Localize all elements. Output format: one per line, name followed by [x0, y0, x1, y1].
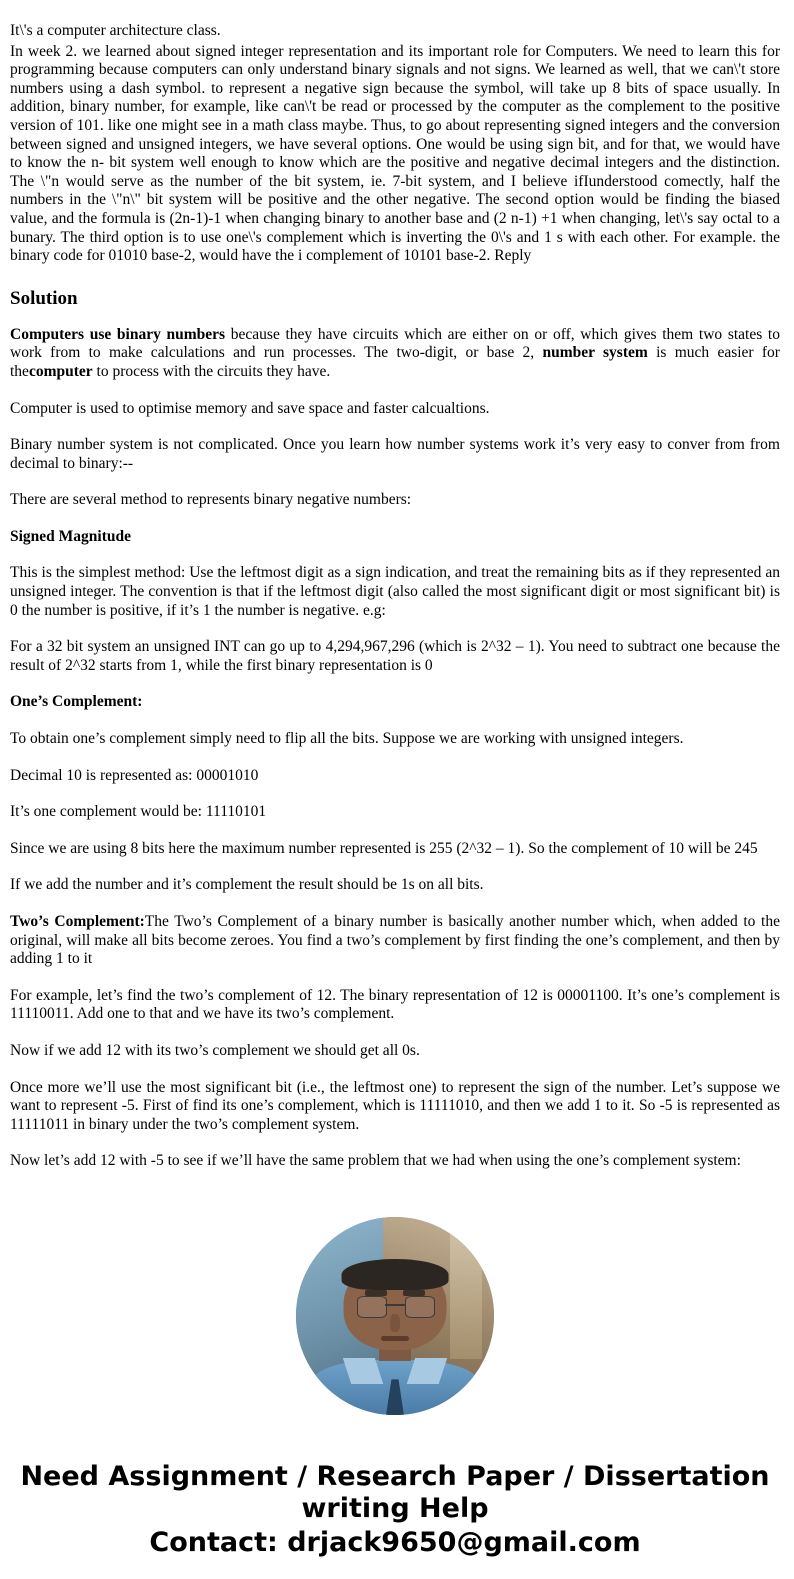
solution-paragraph-1	[10, 326, 780, 382]
solution-paragraph-3: Binary number system is not complicated. Once you learn how number systems work it’s very easy to conver from from decimal to binary:--	[10, 436, 780, 472]
solution-p1-bold-2: number system	[542, 344, 648, 362]
photo-glasses-bridge	[385, 1304, 405, 1306]
solution-heading: Solution	[10, 287, 78, 309]
author-photo-wrapper	[10, 1217, 780, 1415]
solution-paragraph-10: Since we are using 8 bits here the maximum number represented is 255 (2^32 – 1). So the complement of 10 will be 245	[10, 839, 758, 857]
question-intro-line: It\'s a computer architecture class.	[10, 22, 221, 39]
photo-glasses-right	[405, 1296, 435, 1318]
solution-p12-text: The Two’s Complement of a binary number is basically another number which, when added to the original, will make all bits become zeroes. You find a two’s complement by first finding the one’s complement, and then by adding 1 to it	[10, 913, 780, 968]
solution-paragraph-9: It’s one complement would be: 11110101	[10, 803, 267, 821]
photo-glasses-left	[357, 1296, 387, 1318]
solution-p1-text-2: is much easier for the	[10, 344, 780, 380]
solution-paragraph-11: If we add the number and it’s complement the result should be 1s on all bits.	[10, 876, 484, 894]
solution-p1-bold-1: Computers use binary numbers	[10, 325, 226, 343]
heading-ones-complement: One’s Complement:	[10, 693, 143, 711]
photo-doorframe	[450, 1217, 482, 1360]
photo-mouth	[381, 1336, 409, 1341]
footer-promo	[10, 1461, 780, 1559]
solution-paragraph-15: Once more we’ll use the most significant bit (i.e., the leftmost one) to represent the sign of the number. Let’s suppose we want to represent -5. First of find its one’s complement, which is 11111010, and then we add 1 to it. So -5 is represented as 11111011 in binary under the two’s complement system.	[10, 1078, 780, 1133]
solution-paragraph-8: Decimal 10 is represented as: 00001010	[10, 766, 259, 784]
solution-paragraph-12	[10, 913, 780, 969]
footer-line-1: Need Assignment / Research Paper / Dissertation	[20, 1460, 770, 1492]
solution-paragraph-2: Computer is used to optimise memory and save space and faster calcualtions.	[10, 399, 490, 417]
avatar	[296, 1217, 494, 1415]
heading-signed-magnitude: Signed Magnitude	[10, 527, 132, 545]
solution-paragraph-16: Now let’s add 12 with -5 to see if we’ll have the same problem that we had when using the one’s complement system:	[10, 1152, 741, 1170]
solution-p1-text-3: to process with the circuits they have.	[92, 362, 331, 380]
solution-paragraph-6: For a 32 bit system an unsigned INT can go up to 4,294,967,296 (which is 2^32 – 1). You need to subtract one because the result of 2^32 starts from 1, while the first binary representation is 0	[10, 638, 780, 674]
solution-paragraph-14: Now if we add 12 with its two’s complement we should get all 0s.	[10, 1041, 420, 1059]
solution-p1-text-1: because they have circuits which are either on or off, which gives them two states to work from to make calculations and run processes. The two-digit, or base 2,	[10, 325, 780, 362]
solution-paragraph-5: This is the simplest method: Use the leftmost digit as a sign indication, and treat the remaining bits as if they represented an unsigned integer. The convention is that if the leftmost digit (also called the most significant digit or most significant bit) is 0 the number is positive, if it’s 1 the number is negative. e.g:	[10, 564, 780, 619]
heading-twos-complement: Two’s Complement:	[10, 913, 145, 930]
photo-hair	[342, 1259, 449, 1291]
photo-nose	[390, 1314, 400, 1332]
question-body: In week 2. we learned about signed integer representation and its important role for Computers. We need to learn this for programming because computers can only understand binary signals and not signs. We learned as well, that we can\'t store numbers using a dash symbol. to represent a negative sign because the symbol, will take up 8 bits of space usually. In addition, binary number, for example, like can\'t be read or processed by the computer as the complement to the positive version of 101. like one might see in a math class maybe. Thus, to go about representing signed integers and the conversion between signed and unsigned integers, we have several options. One would be using sign bit, and for that, we would have to know the n- bit system well enough to know which are the positive and negative decimal integers and the distinction. The \"n would serve as the number of the bit system, ie. 7-bit system, and I believe ifIunderstood comectly, half the numbers in the \"n\" bit system will be positive and the other negative. The second option would be finding the biased value, and the formula is (2n-1)-1 when changing binary to another base and (2 n-1) +1 when changing, let\'s say octal to a bunary. The third option is to use one\'s complement which is inverting the 0\'s and 1 s with each other. For example. the binary code for 01010 base-2, would have the i complement of 10101 base-2. Reply	[10, 42, 780, 265]
solution-paragraph-7: To obtain one’s complement simply need to flip all the bits. Suppose we are working with unsigned integers.	[10, 730, 684, 748]
solution-paragraph-13: For example, let’s find the two’s complement of 12. The binary representation of 12 is 00001100. It’s one’s complement is 11110011. Add one to that and we have its two’s complement.	[10, 986, 780, 1023]
solution-paragraph-4: There are several method to represents binary negative numbers:	[10, 491, 412, 509]
footer-contact-line: Contact: drjack9650@gmail.com	[149, 1526, 641, 1558]
footer-line-2: writing Help	[301, 1492, 489, 1524]
solution-p1-bold-3: computer	[28, 362, 93, 380]
